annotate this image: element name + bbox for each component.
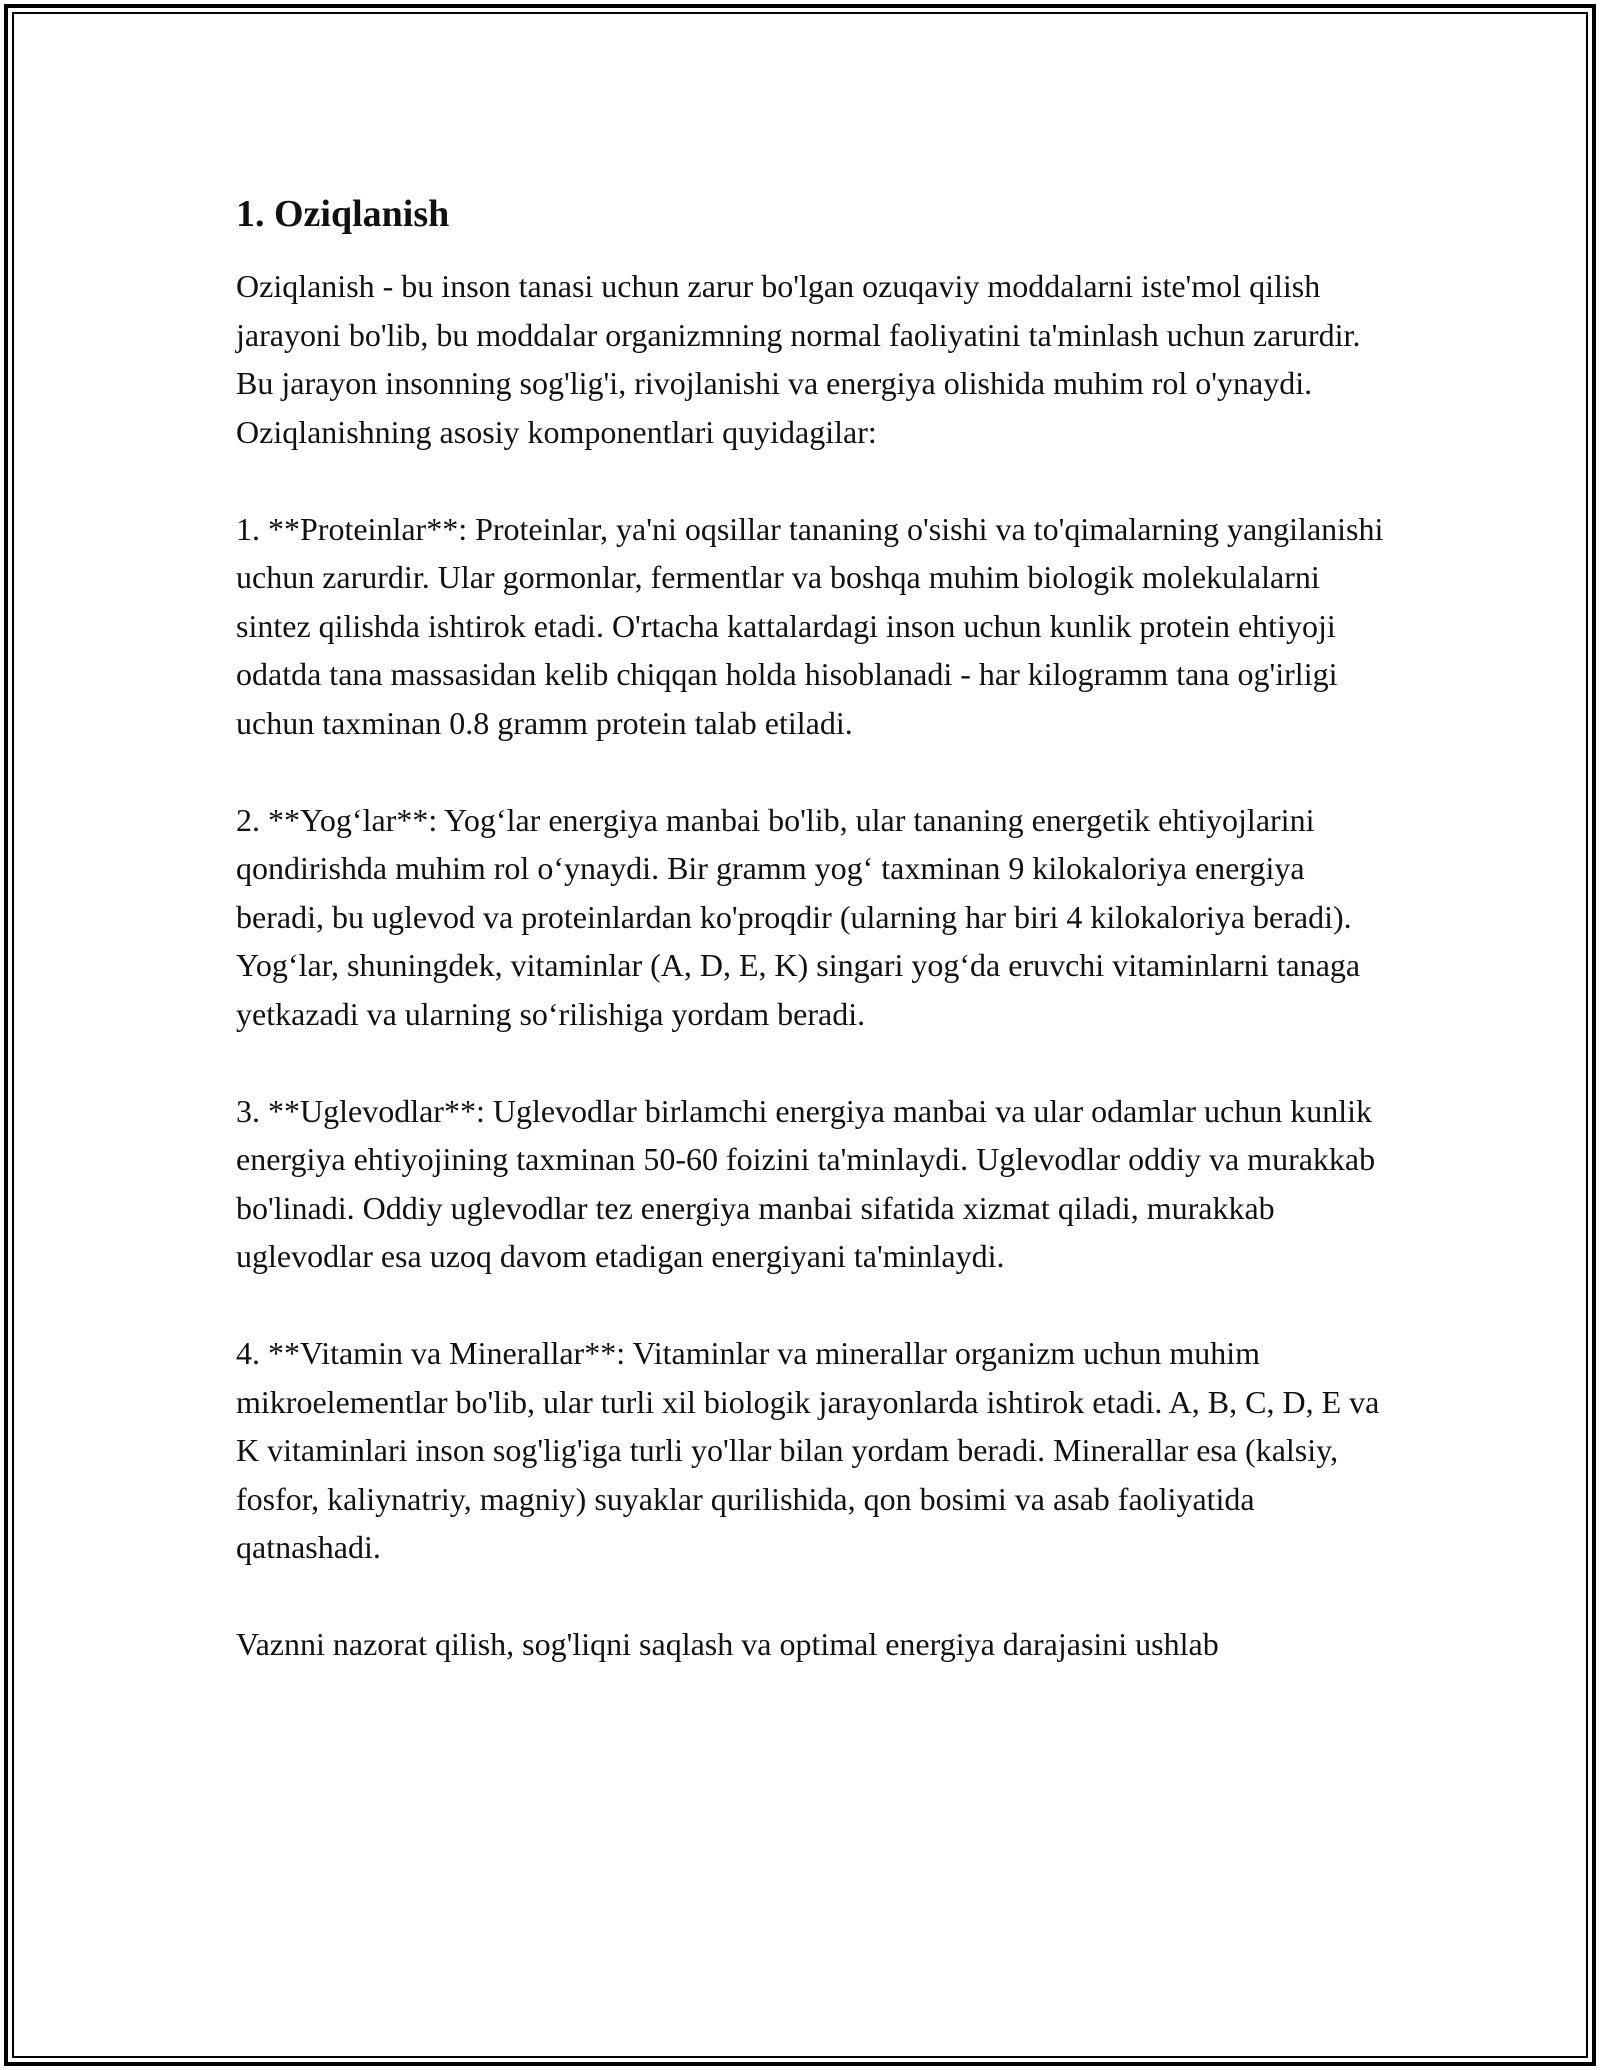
paragraph-intro: Oziqlanish - bu inson tanasi uchun zarur bo'lgan ozuqaviy moddalarni iste'mol qilish jarayoni bo'lib, bu moddalar organizmning normal faoliyatini ta'minlash uchun zarurdir. Bu jarayon insonning sog'lig'i, rivojlanishi va energiya olishida muhim rol o'ynaydi. Oziqlanishning asosiy komponentlari quyidagilar: [236,268,1361,450]
document-body [236,188,1386,1669]
paragraph-fats: 2. **Yog‘lar**: Yog‘lar energiya manbai bo'lib, ular tananing energetik ehtiyojlarini qondirishda muhim rol o‘ynaydi. Bir gramm yog‘ taxminan 9 kilokaloriya energiya beradi, bu uglevod va proteinlardan ko'proqdir (ularning har biri 4 kilokaloriya beradi). Yog‘lar, shuningdek, vitaminlar (A, D, E, K) singari yog‘da eruvchi vitaminlarni tanaga yetkazadi va ularning so‘rilishiga yordam beradi. [236,801,1361,1032]
paragraph-vitamins-minerals: 4. **Vitamin va Minerallar**: Vitaminlar va minerallar organizm uchun muhim mikroelementlar bo'lib, ular turli xil biologik jarayonlarda ishtirok etadi. A, B, C, D, E va K vitaminlari inson sog'lig'iga turli yo'llar bilan yordam beradi. Minerallar esa (kalsiy, fosfor, kaliynatriy, magniy) suyaklar qurilishida, qon bosimi va asab faoliyatida qatnashadi. [236,1335,1380,1565]
document-title: 1. Oziqlanish [236,193,450,235]
paragraph-weight-control: Vaznni nazorat qilish, sog'liqni saqlash va optimal energiya darajasini ushlab [236,1626,1219,1662]
paragraph-carbohydrates: 3. **Uglevodlar**: Uglevodlar birlamchi energiya manbai va ular odamlar uchun kunlik energiya ehtiyojining taxminan 50-60 foizini ta'minlaydi. Uglevodlar oddiy va murakkab bo'linadi. Oddiy uglevodlar tez energiya manbai sifatida xizmat qiladi, murakkab uglevodlar esa uzoq davom etadigan energiyani ta'minlaydi. [236,1092,1376,1274]
paragraph-proteins: 1. **Proteinlar**: Proteinlar, ya'ni oqsillar tananing o'sishi va to'qimalarning yangilanishi uchun zarurdir. Ular gormonlar, fermentlar va boshqa muhim biologik molekulalarni sintez qilishda ishtirok etadi. O'rtacha kattalardagi inson uchun kunlik protein ehtiyoji odatda tana massasidan kelib chiqqan holda hisoblanadi - har kilogramm tana og'irligi uchun taxminan 0.8 gramm protein talab etiladi. [236,510,1384,741]
